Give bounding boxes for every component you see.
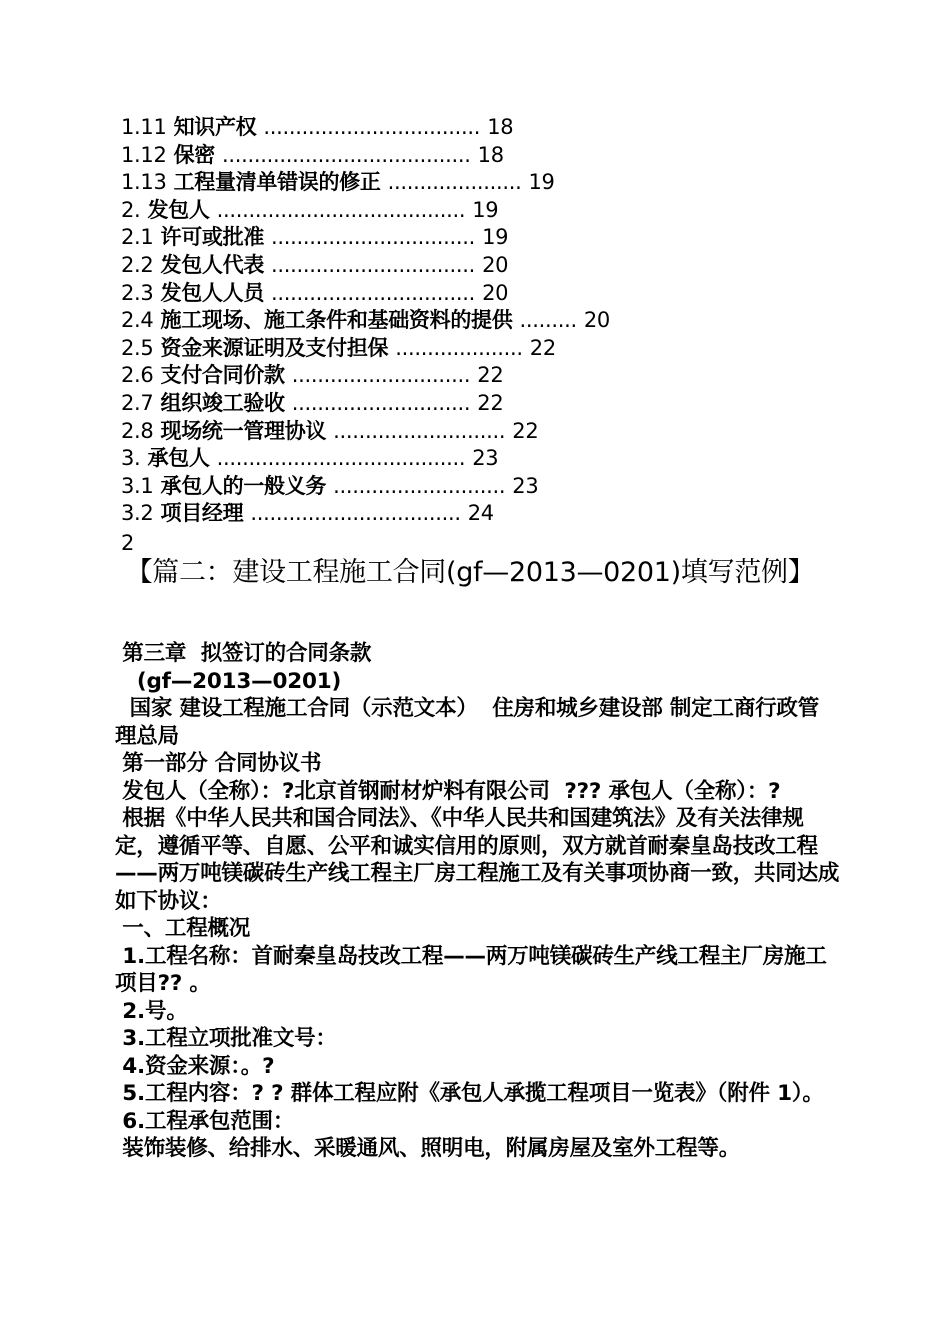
toc-entry — [121, 418, 841, 446]
toc-entry — [121, 197, 841, 225]
toc-entry-page: 22 — [529, 335, 556, 360]
toc-entry-number: 2.6 — [121, 363, 154, 388]
toc-entry-page: 20 — [583, 308, 610, 333]
toc-entry — [121, 114, 841, 142]
toc-entry-leader: ....................................... — [222, 142, 471, 167]
toc-entry-title: 保密 — [173, 142, 215, 167]
toc-entry-page: 19 — [482, 225, 509, 250]
toc-entry-leader: ................................ — [271, 252, 476, 277]
toc-entry-number: 3. — [121, 446, 141, 471]
toc-entry-page: 18 — [477, 142, 504, 167]
toc-entry-title: 发包人代表 — [160, 252, 265, 277]
toc-entry-number: 1.11 — [121, 115, 167, 139]
paragraph: (gf—2013—0201) — [115, 668, 342, 694]
toc-entry-leader: ............................ — [291, 363, 471, 388]
paragraph: 4.资金来源：。? — [115, 1053, 275, 1079]
paragraph: 2.号。 — [115, 998, 188, 1024]
toc-entry — [121, 362, 841, 390]
toc-entry — [121, 335, 841, 363]
toc-entry-title: 工程量清单错误的修正 — [173, 170, 381, 195]
toc-entry-number: 2.8 — [121, 418, 154, 443]
toc-entry-title: 资金来源证明及支付担保 — [160, 335, 389, 360]
toc-entry-number: 2.1 — [121, 225, 154, 250]
page-number: 2 — [121, 531, 135, 555]
toc-entry-title: 发包人 — [147, 197, 210, 222]
toc-entry-page: 22 — [512, 418, 539, 443]
toc-entry-page: 24 — [467, 501, 494, 526]
toc-entry-leader: .................... — [395, 335, 523, 360]
paragraph: 6.工程承包范围： — [115, 1108, 295, 1134]
paragraph: 3.工程立项批准文号： — [115, 1026, 337, 1051]
toc-entry-page: 20 — [482, 252, 509, 277]
toc-entry-page: 22 — [477, 390, 504, 415]
toc-entry-page: 19 — [472, 197, 499, 222]
toc-entry-leader: ................................ — [271, 225, 476, 250]
toc-entry — [121, 224, 841, 252]
toc-entry — [121, 390, 841, 418]
toc-entry — [121, 500, 841, 528]
toc-entry-title: 组织竣工验收 — [160, 390, 285, 415]
toc-entry-title: 许可或批准 — [160, 225, 265, 250]
toc-entry-leader: ................................. — [250, 501, 461, 526]
toc-entry-number: 2.5 — [121, 335, 154, 360]
toc-entry-page: 19 — [528, 170, 555, 195]
body-text — [115, 640, 840, 1163]
toc-entry-page: 20 — [482, 280, 509, 305]
toc-entry — [121, 169, 841, 197]
toc-entry-number: 1.12 — [121, 142, 167, 167]
toc-entry-title: 项目经理 — [160, 501, 244, 526]
toc-entry-number: 2.3 — [121, 280, 154, 305]
toc-entry-title: 施工现场、施工条件和基础资料的提供 — [160, 308, 513, 333]
toc-entry-leader: ......... — [519, 308, 577, 333]
toc-entry-page: 23 — [472, 446, 499, 471]
table-of-contents — [121, 114, 841, 528]
toc-entry-number: 1.13 — [121, 170, 167, 195]
toc-entry-title: 承包人的一般义务 — [160, 473, 327, 498]
toc-entry-number: 3.2 — [121, 501, 154, 526]
toc-entry — [121, 307, 841, 335]
toc-entry-title: 现场统一管理协议 — [160, 418, 327, 443]
toc-entry-title: 发包人人员 — [160, 280, 265, 305]
toc-entry-page: 23 — [512, 473, 539, 498]
paragraph: 第三章 拟签订的合同条款 — [115, 641, 372, 666]
paragraph: 装饰装修、给排水、采暖通风、照明电，附属房屋及室外工程等。 — [115, 1136, 741, 1161]
toc-entry — [121, 252, 841, 280]
toc-entry — [121, 142, 841, 170]
paragraph: 发包人（全称）：?北京首钢耐材炉料有限公司 ??? 承包人（全称）：? — [115, 778, 781, 804]
toc-entry — [121, 445, 841, 473]
toc-entry-leader: .................................. — [263, 115, 481, 139]
paragraph: 根据《中华人民共和国合同法》、《中华人民共和国建筑法》及有关法律规定，遵循平等、自愿、公平和诚实信用的原则，双方就首耐秦皇岛技改工程——两万吨镁碳砖生产线工程主厂房工程施工及有关事项协商一致，共同达成如下协议： — [115, 806, 840, 914]
toc-entry-number: 2.7 — [121, 390, 154, 415]
toc-entry — [121, 280, 841, 308]
toc-entry-number: 2. — [121, 197, 141, 222]
toc-entry-number: 3.1 — [121, 473, 154, 498]
toc-entry-page: 22 — [477, 363, 504, 388]
toc-entry-leader: ................................ — [271, 280, 476, 305]
toc-entry-leader: ....................................... — [216, 446, 466, 471]
toc-entry-leader: ........................... — [333, 473, 506, 498]
paragraph: 国家 建设工程施工合同（示范文本） 住房和城乡建设部 制定工商行政管理总局 — [115, 696, 820, 749]
toc-entry-leader: ..................... — [387, 170, 522, 195]
toc-entry-leader: ....................................... — [216, 197, 466, 222]
toc-entry-number: 2.4 — [121, 308, 154, 333]
toc-entry-leader: ........................... — [333, 418, 506, 443]
toc-entry-number: 2.2 — [121, 252, 154, 277]
toc-entry-title: 支付合同价款 — [160, 363, 285, 388]
toc-entry-title: 承包人 — [147, 446, 210, 471]
paragraph: 5.工程内容：? ? 群体工程应附《承包人承揽工程项目一览表》（附件 1）。 — [115, 1081, 824, 1106]
paragraph: 一、工程概况 — [115, 916, 251, 941]
paragraph: 第一部分 合同协议书 — [115, 751, 322, 776]
toc-entry-title: 知识产权 — [173, 115, 257, 139]
toc-entry-page: 18 — [487, 115, 514, 139]
toc-entry-leader: ............................ — [291, 390, 471, 415]
section-title: 【篇二：建设工程施工合同(gf—2013—0201)填写范例】 — [125, 557, 815, 588]
toc-entry — [121, 473, 841, 501]
paragraph: 1.工程名称：首耐秦皇岛技改工程——两万吨镁碳砖生产线工程主厂房施工项目?? 。 — [115, 943, 827, 996]
